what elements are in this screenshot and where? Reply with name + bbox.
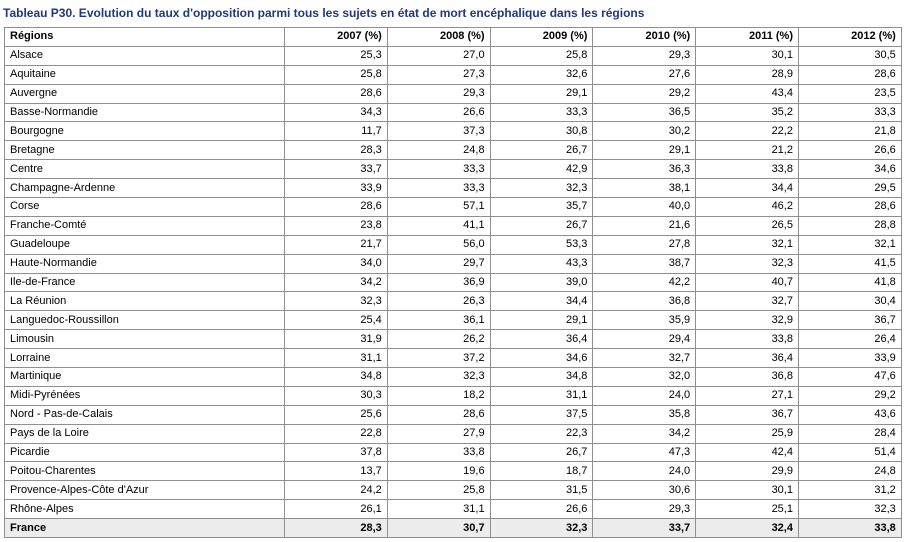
region-cell: La Réunion bbox=[5, 292, 285, 311]
table-row bbox=[5, 46, 902, 65]
column-header-2010: 2010 (%) bbox=[593, 28, 696, 47]
value-cell: 41,5 bbox=[798, 254, 901, 273]
region-cell: Provence-Alpes-Côte d'Azur bbox=[5, 481, 285, 500]
table-body bbox=[5, 46, 902, 537]
value-cell: 27,8 bbox=[593, 235, 696, 254]
value-cell: 36,8 bbox=[593, 292, 696, 311]
value-cell: 22,2 bbox=[696, 122, 799, 141]
value-cell: 30,7 bbox=[387, 519, 490, 538]
value-cell: 26,4 bbox=[798, 330, 901, 349]
column-header-2009: 2009 (%) bbox=[490, 28, 593, 47]
column-header-2011: 2011 (%) bbox=[696, 28, 799, 47]
opposition-rate-table bbox=[4, 27, 902, 538]
value-cell: 35,9 bbox=[593, 311, 696, 330]
table-row bbox=[5, 443, 902, 462]
value-cell: 56,0 bbox=[387, 235, 490, 254]
value-cell: 37,5 bbox=[490, 405, 593, 424]
value-cell: 35,7 bbox=[490, 198, 593, 217]
region-cell: Corse bbox=[5, 198, 285, 217]
value-cell: 13,7 bbox=[285, 462, 388, 481]
value-cell: 36,7 bbox=[696, 405, 799, 424]
table-row bbox=[5, 462, 902, 481]
region-cell: Rhône-Alpes bbox=[5, 500, 285, 519]
value-cell: 30,5 bbox=[798, 46, 901, 65]
column-header-2012: 2012 (%) bbox=[798, 28, 901, 47]
value-cell: 40,7 bbox=[696, 273, 799, 292]
value-cell: 28,6 bbox=[798, 65, 901, 84]
value-cell: 33,8 bbox=[696, 160, 799, 179]
value-cell: 43,4 bbox=[696, 84, 799, 103]
value-cell: 35,2 bbox=[696, 103, 799, 122]
value-cell: 31,5 bbox=[490, 481, 593, 500]
value-cell: 41,8 bbox=[798, 273, 901, 292]
value-cell: 30,8 bbox=[490, 122, 593, 141]
value-cell: 26,5 bbox=[696, 216, 799, 235]
table-row bbox=[5, 235, 902, 254]
value-cell: 18,2 bbox=[387, 386, 490, 405]
value-cell: 25,3 bbox=[285, 46, 388, 65]
region-cell: France bbox=[5, 519, 285, 538]
value-cell: 26,6 bbox=[798, 141, 901, 160]
value-cell: 29,2 bbox=[593, 84, 696, 103]
region-cell: Auvergne bbox=[5, 84, 285, 103]
table-row bbox=[5, 405, 902, 424]
value-cell: 28,9 bbox=[696, 65, 799, 84]
value-cell: 36,4 bbox=[696, 349, 799, 368]
region-cell: Centre bbox=[5, 160, 285, 179]
table-title: Tableau P30. Evolution du taux d'opposition parmi tous les sujets en état de mort encéphalique dans les régions bbox=[3, 6, 645, 20]
value-cell: 36,3 bbox=[593, 160, 696, 179]
value-cell: 34,4 bbox=[696, 179, 799, 198]
value-cell: 26,3 bbox=[387, 292, 490, 311]
region-cell: Limousin bbox=[5, 330, 285, 349]
value-cell: 32,9 bbox=[696, 311, 799, 330]
value-cell: 28,6 bbox=[285, 198, 388, 217]
value-cell: 29,5 bbox=[798, 179, 901, 198]
region-cell: Midi-Pyrénées bbox=[5, 386, 285, 405]
value-cell: 46,2 bbox=[696, 198, 799, 217]
value-cell: 21,6 bbox=[593, 216, 696, 235]
region-cell: Franche-Comté bbox=[5, 216, 285, 235]
region-cell: Haute-Normandie bbox=[5, 254, 285, 273]
value-cell: 37,3 bbox=[387, 122, 490, 141]
value-cell: 36,5 bbox=[593, 103, 696, 122]
value-cell: 29,7 bbox=[387, 254, 490, 273]
value-cell: 37,2 bbox=[387, 349, 490, 368]
value-cell: 47,3 bbox=[593, 443, 696, 462]
value-cell: 33,9 bbox=[798, 349, 901, 368]
value-cell: 30,2 bbox=[593, 122, 696, 141]
value-cell: 33,8 bbox=[387, 443, 490, 462]
value-cell: 37,8 bbox=[285, 443, 388, 462]
value-cell: 39,0 bbox=[490, 273, 593, 292]
value-cell: 33,3 bbox=[798, 103, 901, 122]
value-cell: 31,1 bbox=[285, 349, 388, 368]
value-cell: 34,8 bbox=[285, 368, 388, 387]
value-cell: 40,0 bbox=[593, 198, 696, 217]
value-cell: 29,9 bbox=[696, 462, 799, 481]
region-cell: Bourgogne bbox=[5, 122, 285, 141]
value-cell: 42,4 bbox=[696, 443, 799, 462]
table-row bbox=[5, 103, 902, 122]
table-row bbox=[5, 311, 902, 330]
region-cell: Languedoc-Roussillon bbox=[5, 311, 285, 330]
value-cell: 30,1 bbox=[696, 46, 799, 65]
value-cell: 34,6 bbox=[490, 349, 593, 368]
value-cell: 26,7 bbox=[490, 216, 593, 235]
total-row bbox=[5, 519, 902, 538]
value-cell: 11,7 bbox=[285, 122, 388, 141]
table-row bbox=[5, 424, 902, 443]
value-cell: 29,1 bbox=[593, 141, 696, 160]
value-cell: 28,8 bbox=[798, 216, 901, 235]
column-header-region: Régions bbox=[5, 28, 285, 47]
value-cell: 29,2 bbox=[798, 386, 901, 405]
value-cell: 28,3 bbox=[285, 519, 388, 538]
value-cell: 36,7 bbox=[798, 311, 901, 330]
value-cell: 26,2 bbox=[387, 330, 490, 349]
table-row bbox=[5, 122, 902, 141]
value-cell: 31,9 bbox=[285, 330, 388, 349]
region-cell: Lorraine bbox=[5, 349, 285, 368]
value-cell: 25,4 bbox=[285, 311, 388, 330]
value-cell: 32,7 bbox=[593, 349, 696, 368]
value-cell: 21,7 bbox=[285, 235, 388, 254]
table-row bbox=[5, 292, 902, 311]
value-cell: 26,6 bbox=[387, 103, 490, 122]
region-cell: Bretagne bbox=[5, 141, 285, 160]
region-cell: Poitou-Charentes bbox=[5, 462, 285, 481]
value-cell: 27,9 bbox=[387, 424, 490, 443]
value-cell: 42,2 bbox=[593, 273, 696, 292]
table-row bbox=[5, 179, 902, 198]
value-cell: 21,8 bbox=[798, 122, 901, 141]
table-row bbox=[5, 160, 902, 179]
value-cell: 33,7 bbox=[593, 519, 696, 538]
value-cell: 33,9 bbox=[285, 179, 388, 198]
value-cell: 27,0 bbox=[387, 46, 490, 65]
table-row bbox=[5, 198, 902, 217]
value-cell: 32,7 bbox=[696, 292, 799, 311]
column-header-2007: 2007 (%) bbox=[285, 28, 388, 47]
value-cell: 41,1 bbox=[387, 216, 490, 235]
value-cell: 29,3 bbox=[593, 46, 696, 65]
value-cell: 32,3 bbox=[285, 292, 388, 311]
value-cell: 34,8 bbox=[490, 368, 593, 387]
value-cell: 25,8 bbox=[285, 65, 388, 84]
value-cell: 32,1 bbox=[696, 235, 799, 254]
value-cell: 30,4 bbox=[798, 292, 901, 311]
value-cell: 47,6 bbox=[798, 368, 901, 387]
value-cell: 34,2 bbox=[593, 424, 696, 443]
value-cell: 28,6 bbox=[387, 405, 490, 424]
value-cell: 25,9 bbox=[696, 424, 799, 443]
value-cell: 19,6 bbox=[387, 462, 490, 481]
value-cell: 34,0 bbox=[285, 254, 388, 273]
region-cell: Nord - Pas-de-Calais bbox=[5, 405, 285, 424]
column-header-2008: 2008 (%) bbox=[387, 28, 490, 47]
value-cell: 23,8 bbox=[285, 216, 388, 235]
value-cell: 28,6 bbox=[798, 198, 901, 217]
table-row bbox=[5, 500, 902, 519]
value-cell: 27,3 bbox=[387, 65, 490, 84]
value-cell: 27,6 bbox=[593, 65, 696, 84]
region-cell: Martinique bbox=[5, 368, 285, 387]
value-cell: 25,1 bbox=[696, 500, 799, 519]
value-cell: 33,3 bbox=[490, 103, 593, 122]
table-row bbox=[5, 349, 902, 368]
value-cell: 24,8 bbox=[387, 141, 490, 160]
region-cell: Basse-Normandie bbox=[5, 103, 285, 122]
value-cell: 34,4 bbox=[490, 292, 593, 311]
value-cell: 32,1 bbox=[798, 235, 901, 254]
region-cell: Champagne-Ardenne bbox=[5, 179, 285, 198]
value-cell: 29,1 bbox=[490, 84, 593, 103]
value-cell: 32,3 bbox=[387, 368, 490, 387]
value-cell: 26,7 bbox=[490, 141, 593, 160]
table-row bbox=[5, 141, 902, 160]
table-row bbox=[5, 368, 902, 387]
value-cell: 33,3 bbox=[387, 179, 490, 198]
value-cell: 34,6 bbox=[798, 160, 901, 179]
table-row bbox=[5, 65, 902, 84]
table-row bbox=[5, 254, 902, 273]
value-cell: 36,8 bbox=[696, 368, 799, 387]
value-cell: 32,3 bbox=[490, 519, 593, 538]
value-cell: 30,3 bbox=[285, 386, 388, 405]
header-row bbox=[5, 28, 902, 47]
table-row bbox=[5, 481, 902, 500]
value-cell: 24,0 bbox=[593, 462, 696, 481]
value-cell: 53,3 bbox=[490, 235, 593, 254]
value-cell: 38,7 bbox=[593, 254, 696, 273]
value-cell: 32,4 bbox=[696, 519, 799, 538]
value-cell: 32,3 bbox=[490, 179, 593, 198]
value-cell: 25,6 bbox=[285, 405, 388, 424]
value-cell: 26,7 bbox=[490, 443, 593, 462]
value-cell: 32,0 bbox=[593, 368, 696, 387]
value-cell: 31,1 bbox=[490, 386, 593, 405]
value-cell: 33,8 bbox=[798, 519, 901, 538]
value-cell: 43,6 bbox=[798, 405, 901, 424]
value-cell: 27,1 bbox=[696, 386, 799, 405]
value-cell: 30,6 bbox=[593, 481, 696, 500]
value-cell: 34,2 bbox=[285, 273, 388, 292]
value-cell: 29,4 bbox=[593, 330, 696, 349]
region-cell: Pays de la Loire bbox=[5, 424, 285, 443]
value-cell: 31,2 bbox=[798, 481, 901, 500]
value-cell: 22,3 bbox=[490, 424, 593, 443]
value-cell: 22,8 bbox=[285, 424, 388, 443]
value-cell: 18,7 bbox=[490, 462, 593, 481]
region-cell: Alsace bbox=[5, 46, 285, 65]
value-cell: 51,4 bbox=[798, 443, 901, 462]
value-cell: 24,2 bbox=[285, 481, 388, 500]
value-cell: 26,6 bbox=[490, 500, 593, 519]
value-cell: 28,6 bbox=[285, 84, 388, 103]
value-cell: 35,8 bbox=[593, 405, 696, 424]
value-cell: 28,3 bbox=[285, 141, 388, 160]
region-cell: Picardie bbox=[5, 443, 285, 462]
region-cell: Ile-de-France bbox=[5, 273, 285, 292]
value-cell: 36,4 bbox=[490, 330, 593, 349]
value-cell: 42,9 bbox=[490, 160, 593, 179]
table-row bbox=[5, 273, 902, 292]
region-cell: Guadeloupe bbox=[5, 235, 285, 254]
value-cell: 33,7 bbox=[285, 160, 388, 179]
table-row bbox=[5, 386, 902, 405]
value-cell: 28,4 bbox=[798, 424, 901, 443]
value-cell: 25,8 bbox=[387, 481, 490, 500]
value-cell: 43,3 bbox=[490, 254, 593, 273]
value-cell: 36,1 bbox=[387, 311, 490, 330]
value-cell: 23,5 bbox=[798, 84, 901, 103]
value-cell: 32,6 bbox=[490, 65, 593, 84]
table-row bbox=[5, 330, 902, 349]
value-cell: 29,1 bbox=[490, 311, 593, 330]
table-row bbox=[5, 216, 902, 235]
value-cell: 29,3 bbox=[593, 500, 696, 519]
value-cell: 33,8 bbox=[696, 330, 799, 349]
value-cell: 32,3 bbox=[798, 500, 901, 519]
value-cell: 26,1 bbox=[285, 500, 388, 519]
value-cell: 29,3 bbox=[387, 84, 490, 103]
value-cell: 36,9 bbox=[387, 273, 490, 292]
value-cell: 31,1 bbox=[387, 500, 490, 519]
value-cell: 34,3 bbox=[285, 103, 388, 122]
value-cell: 24,0 bbox=[593, 386, 696, 405]
value-cell: 57,1 bbox=[387, 198, 490, 217]
value-cell: 21,2 bbox=[696, 141, 799, 160]
value-cell: 32,3 bbox=[696, 254, 799, 273]
value-cell: 30,1 bbox=[696, 481, 799, 500]
region-cell: Aquitaine bbox=[5, 65, 285, 84]
value-cell: 38,1 bbox=[593, 179, 696, 198]
value-cell: 24,8 bbox=[798, 462, 901, 481]
value-cell: 33,3 bbox=[387, 160, 490, 179]
value-cell: 25,8 bbox=[490, 46, 593, 65]
table-row bbox=[5, 84, 902, 103]
